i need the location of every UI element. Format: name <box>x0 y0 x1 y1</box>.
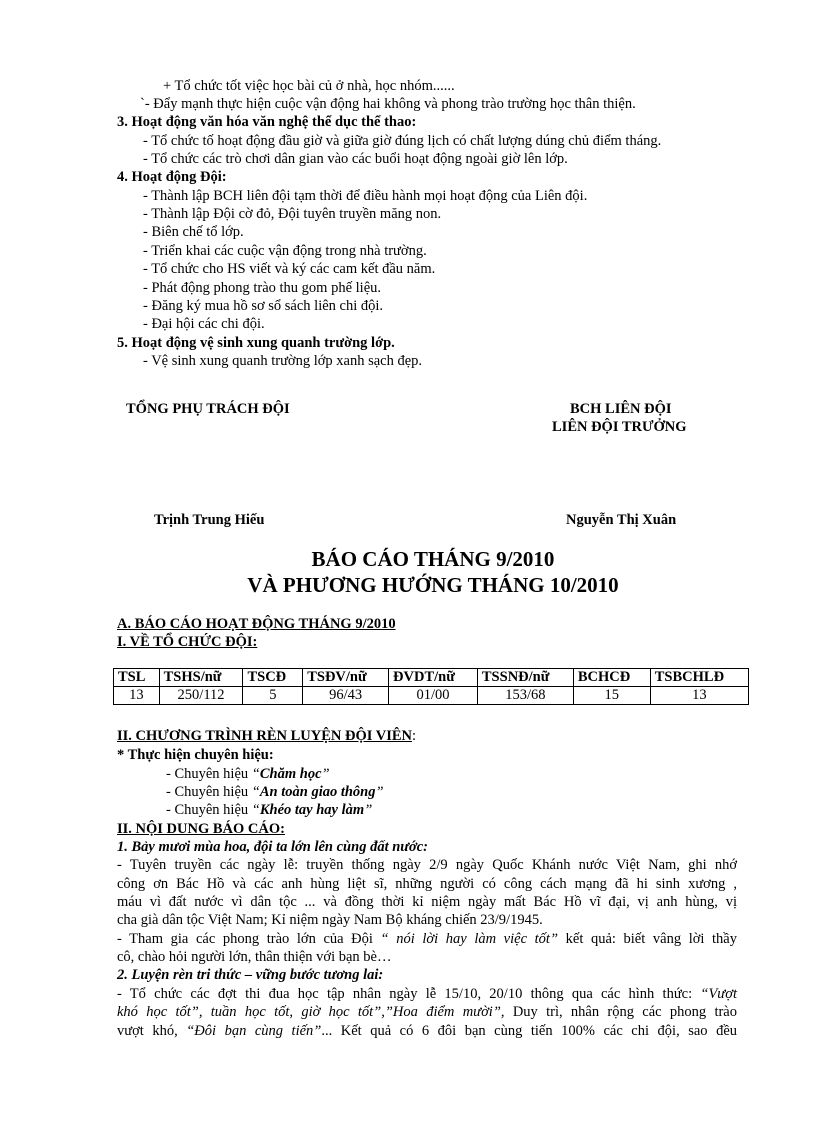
section-4-item: - Đại hội các chi đội. <box>143 316 265 332</box>
table-cell: 250/112 <box>159 687 243 705</box>
subsection-2-heading: 2. Luyện rèn tri thức – vững bước tương lai: <box>117 967 384 983</box>
table-row <box>114 687 749 705</box>
section-4-item: - Biên chế tổ lớp. <box>143 224 244 240</box>
badge-open-quote: “ <box>251 802 260 818</box>
badge-item <box>166 766 330 783</box>
content-heading: II. NỘI DUNG BÁO CÁO: <box>117 821 285 837</box>
text-run: vượt khó, <box>117 1023 187 1039</box>
section-4-item: - Phát động phong trào thu gom phế liệu. <box>143 280 382 296</box>
part-a-heading: A. BÁO CÁO HOẠT ĐỘNG THÁNG 9/2010 <box>117 616 396 632</box>
section-3-item: - Tổ chức các trò chơi dân gian vào các buổi hoạt động ngoài giờ lên lớp. <box>143 151 568 167</box>
table-header-cell: TSHS/nữ <box>159 669 243 687</box>
text-run: kết quả: biết vâng lời thầy <box>558 931 737 947</box>
badge-name: Khéo tay hay làm <box>259 802 365 818</box>
training-heading <box>117 728 416 745</box>
report-title-line-1: BÁO CÁO THÁNG 9/2010 <box>311 547 555 571</box>
section-4-item: - Thành lập Đội cờ đỏ, Đội tuyên truyền măng non. <box>143 206 442 222</box>
quoted-slogan: “Vượt <box>700 986 737 1002</box>
badge-item <box>166 784 384 801</box>
signature-right-title-2: LIÊN ĐỘI TRƯỞNG <box>552 419 687 435</box>
table-cell: 153/68 <box>477 687 573 705</box>
paragraph-line: công ơn Bác Hồ và các anh hùng liệt sĩ, những người có công cách mạng đã hi sinh xương , <box>117 876 737 892</box>
organization-table <box>113 668 749 705</box>
signature-left-title: TỔNG PHỤ TRÁCH ĐỘI <box>126 401 290 417</box>
paragraph-line: cha già dân tộc Việt Nam; Kỉ niệm ngày Nam Bộ kháng chiến 23/9/1945. <box>117 912 543 928</box>
section-4-item: - Thành lập BCH liên đội tạm thời để điều hành mọi hoạt động của Liên đội. <box>143 188 588 204</box>
subsection-1-heading: 1. Bảy mươi mùa hoa, đội ta lớn lên cùng đất nước: <box>117 839 429 855</box>
text-run: , Duy trì, nhân rộng các phong trào <box>500 1004 737 1020</box>
badge-close-quote: ” <box>321 766 330 782</box>
table-cell: 13 <box>114 687 160 705</box>
paragraph-line: máu vì đất nước vì dân tộc ... và đồng thời kỉ niệm ngày mất Bác Hồ vĩ đại, vị anh hùng, vị <box>117 894 737 910</box>
section-3-heading: 3. Hoạt động văn hóa văn nghệ thể dục thể thao: <box>117 114 417 130</box>
badge-close-quote: ” <box>375 784 384 800</box>
text-run: - Tổ chức các đợt thi đua học tập nhân ngày lễ 15/10, 20/10 thông qua các hình thức: <box>117 986 701 1002</box>
text-run: ... Kết quả có 6 đôi bạn cùng tiến 100% các chi đội, sao đều <box>321 1023 738 1039</box>
report-title-line-2: VÀ PHƯƠNG HƯỚNG THÁNG 10/2010 <box>247 573 619 597</box>
signature-right-title-1: BCH LIÊN ĐỘI <box>570 401 672 417</box>
table-cell: 5 <box>243 687 303 705</box>
quoted-slogan: “Đôi bạn cùng tiến” <box>186 1023 322 1039</box>
section-4-heading: 4. Hoạt động Đội: <box>117 169 227 185</box>
table-header-cell: TSCĐ <box>243 669 303 687</box>
table-header-cell: TSL <box>114 669 160 687</box>
section-4-item: - Đăng ký mua hồ sơ sổ sách liên chi đội. <box>143 298 384 314</box>
badge-prefix: - Chuyên hiệu <box>166 784 252 800</box>
quoted-slogan: “ nói lời hay làm việc tốt” <box>380 931 559 947</box>
section-4-item: - Tổ chức cho HS viết và ký các cam kết đầu năm. <box>143 261 436 277</box>
paragraph-line <box>117 931 737 948</box>
section-3-item: - Tổ chức tố hoạt động đầu giờ và giữa giờ đúng lịch có chất lượng dúng chủ điểm tháng. <box>143 133 662 149</box>
paragraph-line: - Tuyên truyền các ngày lễ: truyền thống ngày 2/9 ngày Quốc Khánh nước Việt Nam, ghi nhớ <box>117 857 737 873</box>
badge-name: An toàn giao thông <box>259 784 376 800</box>
training-heading-text: II. CHƯƠNG TRÌNH RÈN LUYỆN ĐỘI VIÊN <box>117 728 413 744</box>
top-item-2: `- Đẩy mạnh thực hiện cuộc vận động hai không và phong trào trường học thân thiện. <box>140 96 636 112</box>
badge-heading: * Thực hiện chuyên hiệu: <box>117 747 274 763</box>
table-header-cell: TSSNĐ/nữ <box>477 669 573 687</box>
table-header-row <box>114 669 749 687</box>
table-header-cell: BCHCĐ <box>573 669 650 687</box>
top-item-1: + Tổ chức tốt việc học bài củ ở nhà, học nhóm...... <box>163 78 455 94</box>
badge-open-quote: “ <box>251 784 260 800</box>
section-4-item: - Triển khai các cuộc vận động trong nhà trường. <box>143 243 427 259</box>
signature-left-name: Trịnh Trung Hiếu <box>154 512 265 528</box>
section-5-item: - Vệ sinh xung quanh trường lớp xanh sạch đẹp. <box>143 353 423 369</box>
badge-close-quote: ” <box>364 802 373 818</box>
section-5-heading: 5. Hoạt động vệ sinh xung quanh trường lớp. <box>117 335 395 351</box>
signature-right-name: Nguyễn Thị Xuân <box>566 512 677 528</box>
part-a-sub-heading: I. VỀ TỔ CHỨC ĐỘI: <box>117 634 258 650</box>
paragraph-line <box>117 986 737 1003</box>
table-header-cell: TSĐV/nữ <box>303 669 389 687</box>
badge-prefix: - Chuyên hiệu <box>166 802 252 818</box>
paragraph-line <box>117 1004 737 1021</box>
paragraph-line <box>117 1023 737 1040</box>
table-header-cell: ĐVDT/nữ <box>389 669 478 687</box>
badge-open-quote: “ <box>251 766 260 782</box>
badge-item <box>166 802 372 819</box>
badge-prefix: - Chuyên hiệu <box>166 766 252 782</box>
table-header-cell: TSBCHLĐ <box>650 669 748 687</box>
table-cell: 15 <box>573 687 650 705</box>
table-cell: 13 <box>650 687 748 705</box>
paragraph-line: cô, chào hỏi người lớn, thân thiện với bạn bè… <box>117 949 392 965</box>
quoted-slogan: khó học tốt”, tuần học tốt, giờ học tốt”,”Hoa điểm mười” <box>117 1004 501 1020</box>
badge-name: Chăm học <box>259 766 322 782</box>
text-run: - Tham gia các phong trào lớn của Đội <box>117 931 381 947</box>
table-cell: 01/00 <box>389 687 478 705</box>
table-cell: 96/43 <box>303 687 389 705</box>
training-heading-colon: : <box>412 728 417 744</box>
